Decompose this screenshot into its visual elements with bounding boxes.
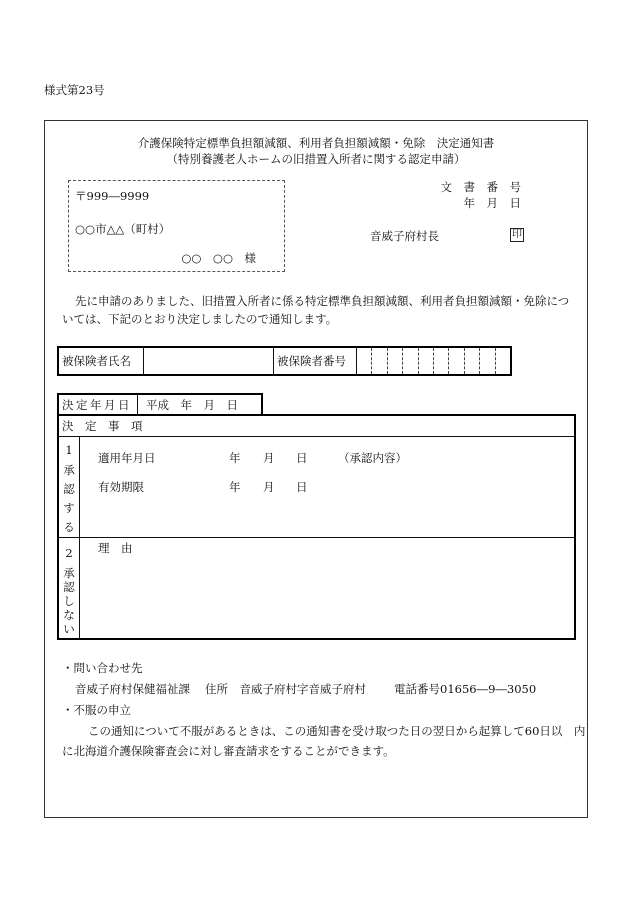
reason-label: 理 由	[98, 541, 133, 555]
decision-reject-row	[59, 538, 574, 638]
decision-date-value: 平成 年 月 日	[146, 397, 238, 412]
valid-until-year: 年	[229, 480, 241, 494]
insured-number-digit-box	[372, 348, 387, 374]
appeal-text-line-1: この通知について不服があるときは、この通知書を受け取つた日の翌日から起算して60日以 内	[88, 724, 586, 738]
approval-content-note: （承認内容）	[338, 451, 407, 465]
document-title: 介護保険特定標準負担額減額、利用者負担額減額・免除 決定通知書	[137, 136, 495, 150]
valid-until-day: 日	[296, 480, 308, 494]
insured-number-digit-box	[480, 348, 495, 374]
decision-items-header: 決 定 事 項	[59, 416, 574, 437]
approve-label: 承認する	[63, 463, 75, 534]
insured-number-digit-box	[403, 348, 418, 374]
recipient-name: ○○ ○○ 様	[181, 251, 256, 265]
intro-line-2: いては、下記のとおり決定しましたので通知します。	[62, 312, 338, 326]
insured-number-digit-box	[496, 348, 510, 374]
inquiry-heading: ・問い合わせ先	[62, 661, 143, 675]
intro-line-1: 先に申請のありました、旧措置入所者に係る特定標準負担額減額、利用者負担額減額・免除につ	[75, 294, 570, 308]
insured-number-field	[357, 348, 510, 374]
reject-label: 承認しない	[63, 566, 75, 636]
insured-number-label: 被保険者番号	[274, 348, 357, 374]
document-number-label: 文 書 番 号	[440, 180, 521, 194]
approve-number: 1	[65, 443, 73, 457]
valid-until-label: 有効期限	[98, 480, 144, 494]
decision-approve-row	[59, 437, 574, 538]
insured-number-digit-box	[449, 348, 464, 374]
insured-number-digit-box	[388, 348, 403, 374]
insured-table	[57, 346, 512, 376]
appeal-text-line-2: に北海道介護保険審査会に対し審査請求をすることができます。	[62, 744, 395, 758]
approve-side-column	[59, 437, 80, 537]
issuer-name: 音威子府村長	[370, 229, 439, 243]
effective-date-label: 適用年月日	[98, 451, 156, 465]
insured-name-field	[144, 348, 274, 374]
insured-number-digit-box	[357, 348, 372, 374]
reject-side-column	[59, 538, 80, 638]
insured-number-digit-box	[465, 348, 480, 374]
effective-date-month: 月	[263, 451, 275, 465]
inquiry-phone: 電話番号01656―9―3050	[394, 682, 537, 696]
reject-number: 2	[65, 546, 73, 560]
insured-number-digit-box	[419, 348, 434, 374]
decision-date-tab	[57, 393, 263, 414]
effective-date-year: 年	[229, 451, 241, 465]
postal-code: 〒999―9999	[75, 189, 150, 203]
decision-date-label: 決定年月日	[59, 395, 138, 414]
appeal-heading: ・不服の申立	[62, 703, 131, 717]
seal-mark: 印	[512, 229, 522, 240]
insured-number-digit-box	[434, 348, 449, 374]
effective-date-day: 日	[296, 451, 308, 465]
recipient-address: ○○市△△（町村）	[75, 222, 171, 236]
form-number: 様式第23号	[44, 83, 105, 97]
issue-date-label: 年 月 日	[463, 196, 521, 210]
inquiry-department: 音威子府村保健福祉課	[75, 682, 190, 696]
valid-until-month: 月	[263, 480, 275, 494]
document-subtitle: （特別養護老人ホームの旧措置入所者に関する認定申請）	[166, 152, 466, 166]
decision-table	[57, 414, 576, 640]
insured-name-label: 被保険者氏名	[59, 348, 144, 374]
inquiry-address: 住所 音威子府村字音威子府村	[205, 682, 366, 696]
